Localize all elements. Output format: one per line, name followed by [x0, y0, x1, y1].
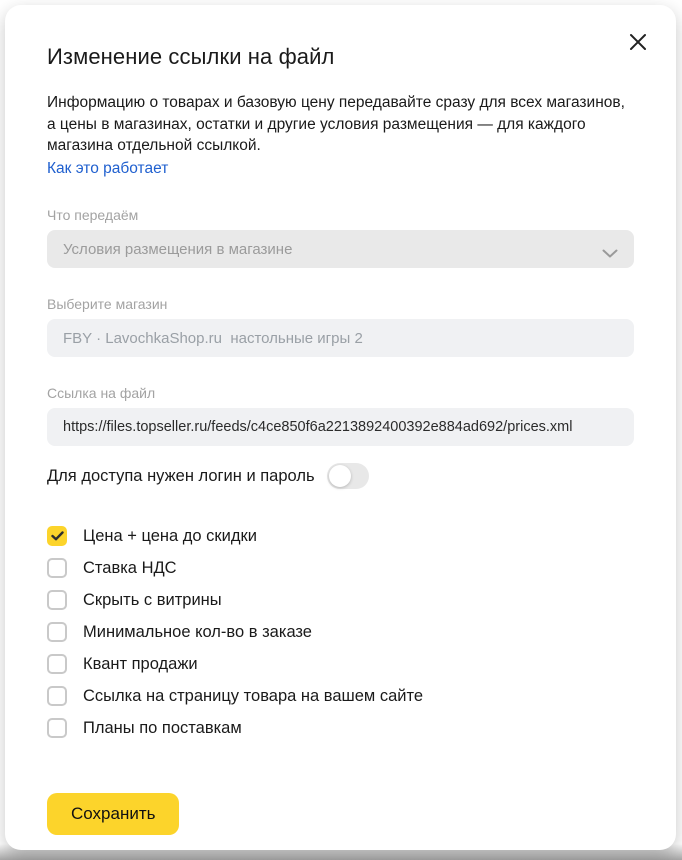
dialog-description: Информацию о товарах и базовую цену передавайте сразу для всех магазинов, а цены в магазинах, остатки и другие условия размещения — для каждого магазина отдельной ссылкой. [47, 94, 625, 154]
checkbox-unchecked-icon[interactable] [47, 654, 67, 674]
shop-field-value: FBY · LavochkaShop.ru настольные игры 2 [63, 329, 363, 347]
checkbox-row[interactable] [47, 590, 634, 610]
close-icon [628, 32, 648, 55]
checkbox-unchecked-icon[interactable] [47, 622, 67, 642]
login-password-toggle[interactable] [327, 463, 369, 489]
shop-field[interactable] [47, 319, 634, 357]
what-transfer-label: Что передаём [47, 207, 139, 223]
file-url-input[interactable] [47, 408, 634, 446]
checkbox-list [47, 526, 634, 738]
login-password-label: Для доступа нужен логин и пароль [47, 467, 315, 485]
checkbox-label: Планы по поставкам [83, 719, 242, 737]
file-url-label: Ссылка на файл [47, 385, 156, 401]
checkbox-row[interactable] [47, 654, 634, 674]
checkbox-label: Минимальное кол-во в заказе [83, 623, 312, 641]
what-transfer-select[interactable] [47, 230, 634, 268]
checkbox-row[interactable] [47, 526, 634, 546]
checkbox-row[interactable] [47, 558, 634, 578]
checkbox-unchecked-icon[interactable] [47, 558, 67, 578]
checkbox-checked-icon[interactable] [47, 526, 67, 546]
checkbox-unchecked-icon[interactable] [47, 590, 67, 610]
checkbox-label: Квант продажи [83, 655, 198, 673]
checkbox-label: Ставка НДС [83, 559, 177, 577]
how-it-works-link[interactable]: Как это работает [47, 159, 169, 177]
checkbox-row[interactable] [47, 686, 634, 706]
shop-label: Выберите магазин [47, 296, 168, 312]
save-button[interactable]: Сохранить [47, 793, 179, 835]
checkbox-label: Ссылка на страницу товара на вашем сайте [83, 687, 424, 705]
close-button[interactable] [622, 27, 654, 59]
chevron-down-icon [602, 245, 618, 262]
checkbox-label: Цена + цена до скидки [83, 527, 257, 545]
what-transfer-value: Условия размещения в магазине [63, 240, 293, 258]
edit-file-link-dialog [5, 5, 676, 850]
dialog-title: Изменение ссылки на файл [47, 44, 335, 69]
checkbox-unchecked-icon[interactable] [47, 686, 67, 706]
checkbox-row[interactable] [47, 622, 634, 642]
checkbox-row[interactable] [47, 718, 634, 738]
checkbox-unchecked-icon[interactable] [47, 718, 67, 738]
checkbox-label: Скрыть с витрины [83, 591, 222, 609]
login-password-row [47, 463, 634, 489]
file-url-value: https://files.topseller.ru/feeds/c4ce850f6a2213892400392e884ad692/prices.xml [63, 419, 573, 435]
toggle-knob-icon [329, 465, 351, 487]
